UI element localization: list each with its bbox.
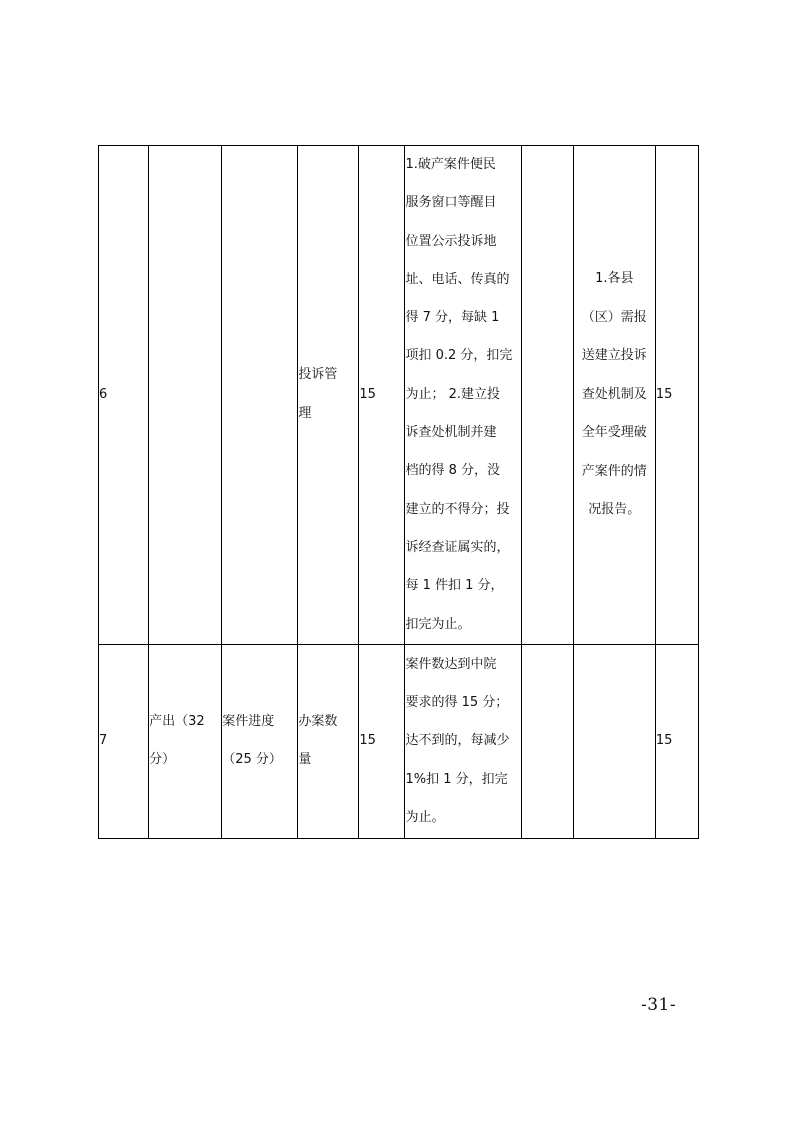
standard-cell — [405, 146, 521, 645]
table-row — [99, 146, 699, 645]
standard-line: 项扣 0.2 分，扣完 — [405, 348, 513, 364]
page-number: -31- — [641, 995, 677, 1015]
item-cell — [298, 644, 359, 838]
note-cell — [573, 146, 655, 645]
note-line: 全年受理破 — [581, 425, 647, 441]
note-line: 况报告。 — [588, 502, 641, 518]
standard-line: 案件数达到中院 — [405, 656, 497, 672]
final-score: 15 — [655, 733, 673, 749]
standard-line: 1.破产案件便民 — [405, 157, 496, 172]
final-score-cell — [655, 146, 698, 645]
item-line: 办案数 — [298, 713, 338, 729]
standard-cell — [405, 644, 521, 838]
level1-indicator-cell — [149, 644, 222, 838]
row-index: 6 — [99, 386, 108, 402]
item-line: 量 — [298, 752, 312, 768]
standard-line: 每 1 件扣 1 分， — [405, 578, 504, 594]
score: 15 — [359, 733, 376, 749]
score-cell — [359, 146, 405, 645]
standard-line: 建立的不得分；投 — [405, 501, 510, 517]
level2-indicator-cell — [222, 644, 298, 838]
item-line: 投诉管 — [298, 367, 338, 383]
final-score-cell — [655, 644, 698, 838]
note-line: （区）需报 — [581, 309, 647, 325]
note-line: 1.各县 — [595, 271, 634, 287]
score: 15 — [359, 386, 376, 402]
note-line: 送建立投诉 — [581, 348, 647, 364]
standard-line: 址、电话、传真的 — [405, 271, 510, 287]
standard-line: 档的得 8 分，没 — [405, 463, 501, 479]
item-line: 理 — [298, 405, 312, 421]
blank-cell — [521, 146, 573, 645]
row-index-cell — [99, 644, 149, 838]
standard-line: 要求的得 15 分； — [405, 694, 509, 710]
item-cell — [298, 146, 359, 645]
standard-line: 诉经查证属实的， — [405, 539, 510, 555]
level1-indicator-cell — [149, 146, 222, 645]
standard-line: 位置公示投诉地 — [405, 233, 497, 249]
standard-line: 服务窗口等醒目 — [405, 195, 497, 211]
level1-line: 分） — [149, 752, 176, 768]
standard-line: 为止。 — [405, 809, 445, 825]
table-row — [99, 644, 699, 838]
note-cell — [573, 644, 655, 838]
score-cell — [359, 644, 405, 838]
evaluation-table — [98, 145, 699, 839]
standard-line: 为止； 2.建立投 — [405, 386, 501, 402]
blank-cell — [521, 644, 573, 838]
level2-indicator-cell — [222, 146, 298, 645]
row-index: 7 — [99, 733, 108, 749]
row-index-cell — [99, 146, 149, 645]
level2-line: 案件进度 — [222, 713, 275, 729]
level2-line: （25 分） — [222, 752, 282, 768]
standard-line: 1%扣 1 分，扣完 — [405, 771, 508, 787]
standard-line: 扣完为止。 — [405, 616, 471, 632]
level1-line: 产出（32 — [149, 713, 205, 729]
standard-line: 达不到的，每减少 — [405, 733, 510, 749]
standard-line: 得 7 分，每缺 1 — [405, 310, 500, 326]
standard-line: 诉查处机制并建 — [405, 425, 497, 441]
note-line: 查处机制及 — [581, 386, 647, 402]
final-score: 15 — [655, 386, 673, 402]
note-line: 产案件的情 — [581, 463, 647, 479]
